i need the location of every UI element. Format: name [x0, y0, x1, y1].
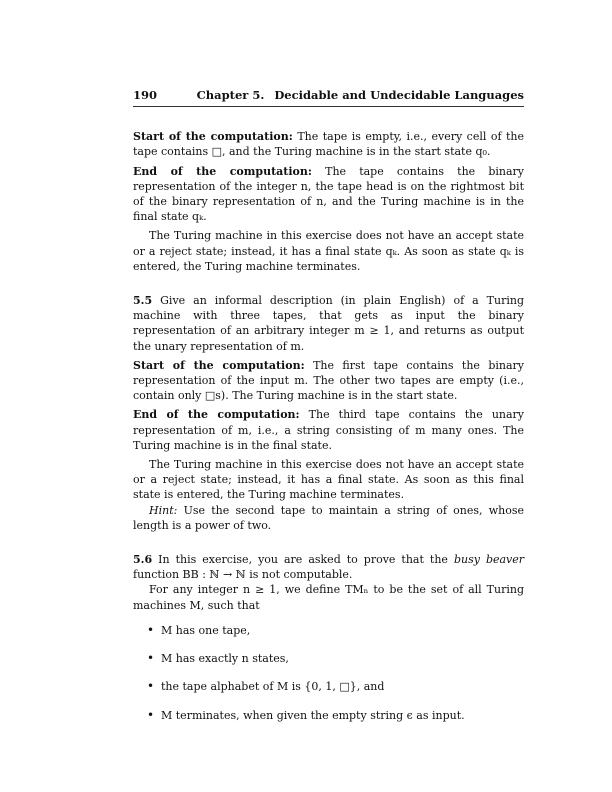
ex55-end-paragraph — [133, 407, 524, 453]
start-paragraph — [133, 129, 524, 159]
list-item-text: the tape alphabet of M is {0, 1, □}, and — [161, 680, 385, 694]
list-item-text: M terminates, when given the empty string ϵ as input. — [161, 708, 465, 722]
list-item-text: M has one tape, — [161, 623, 251, 637]
end-label: End of the computation: — [133, 164, 312, 178]
start-text: The tape is empty, i.e., every cell of the tape contains □, and the Turing machine is in the start state q₀. — [133, 130, 525, 159]
bullet-icon: • — [147, 707, 155, 722]
ex55-start-paragraph — [133, 358, 524, 404]
ex55-start-text: The first tape contains the binary representation of the input m. The other two tapes are empty (i.e., contain only □s). The Turing machine is in the start state. — [133, 358, 525, 403]
exercise-text: Give an informal description (in plain English) of a Turing machine with three tapes, that gets as input the binary representation of an arbitrary integer m ≥ 1, and returns as output the unary representation of m. — [133, 294, 524, 353]
exercise-number: 5.6 — [133, 553, 153, 567]
end-paragraph — [133, 164, 524, 225]
chapter-title — [197, 88, 524, 103]
final-state-note: The Turing machine in this exercise does not have an accept state or a reject state; instead, it has a final state qₖ. As soon as state qₖ is entered, the Turing machine terminates. — [133, 229, 524, 273]
ex55-hint — [133, 503, 524, 533]
end-text: The tape contains the binary representation of the integer n, the tape head is on the rightmost bit of the binary representation of n, and the Turing machine is in the final state qₖ. — [133, 164, 525, 224]
list-item-text: M has exactly n states, — [161, 652, 289, 666]
ex55-start-label: Start of the computation: — [133, 358, 305, 372]
start-label: Start of the computation: — [133, 130, 293, 144]
bullet-icon: • — [147, 622, 155, 637]
chapter-label: Chapter 5. — [196, 88, 265, 102]
exercise-text-a: In this exercise, you are asked to prove that the — [158, 553, 448, 567]
ex55-end-text: The third tape contains the unary representation of m, i.e., a string consisting of m many ones. The Turing machine is in the final state. — [133, 408, 525, 452]
exercise-5-6 — [133, 552, 524, 582]
ex55-final-state-note: The Turing machine in this exercise does not have an accept state or a reject state; instead, it has a final state. As soon as this final state is entered, the Turing machine terminates. — [133, 458, 524, 502]
hint-text: Use the second tape to maintain a string of ones, whose length is a power of two. — [133, 503, 524, 532]
running-header — [133, 88, 524, 107]
bullet-icon: • — [147, 651, 155, 666]
hint-label: Hint: — [149, 503, 178, 517]
chapter-name: Decidable and Undecidable Languages — [274, 88, 524, 102]
busy-beaver-term: busy beaver — [453, 553, 525, 567]
ex55-end-label: End of the computation: — [133, 408, 300, 422]
page — [133, 88, 524, 736]
condition-list — [133, 623, 524, 723]
page-number: 190 — [133, 88, 158, 102]
list-item — [147, 679, 524, 694]
tm-definition: For any integer n ≥ 1, we define TMₙ to be the set of all Turing machines M, such that — [133, 583, 524, 612]
list-item — [147, 623, 524, 638]
exercise-number: 5.5 — [133, 294, 153, 308]
list-item — [147, 708, 524, 723]
bullet-icon: • — [147, 679, 155, 694]
exercise-text-b: function BB : ℕ → ℕ is not computable. — [133, 568, 353, 582]
exercise-5-5 — [133, 293, 524, 354]
list-item — [147, 651, 524, 666]
